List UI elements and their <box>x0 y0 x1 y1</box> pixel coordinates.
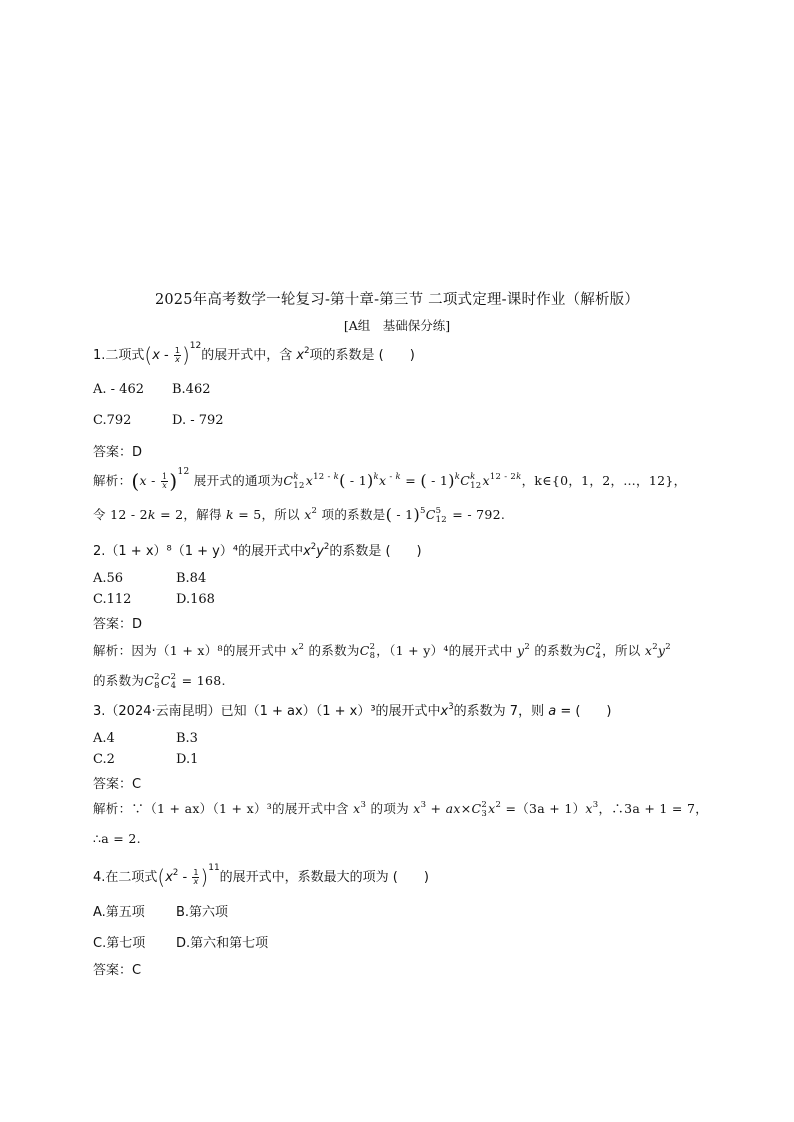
q4-option-b: B.第六项 <box>176 905 229 920</box>
q3-option-a: A.4 <box>93 731 115 746</box>
q2-option-a: A.56 <box>93 571 124 586</box>
q3-option-c: C.2 <box>93 752 115 767</box>
question-2-stem: 2.（1 + x）⁸（1 + y）⁴的展开式中$x^2y^2$的系数是 ( ) <box>93 542 422 559</box>
group-heading: [A组 基础保分练] <box>343 318 451 333</box>
question-1-stem: 1.二项式(x - $\frac{1}{x}$ )$^{12}$的展开式中，含 $x^2$项的系数是 ( ) <box>93 341 415 367</box>
q1-option-a: A. - 462 <box>93 382 144 397</box>
q2-answer: 答案：D <box>93 617 143 632</box>
q4-option-c: C.第七项 <box>93 936 146 951</box>
q4-answer: 答案：C <box>93 963 142 978</box>
q4-option-d: D.第六和第七项 <box>176 936 269 951</box>
q2-option-c: C.112 <box>93 592 132 607</box>
q2-solution-line-2: 的系数为C 2 8 C 2 4 = 168. <box>93 672 226 691</box>
q1-answer: 答案：D <box>93 445 143 460</box>
q2-solution-line-1: 解析：因为（1 + x）⁸的展开式中 $x^2$ 的系数为C 2 8 ，（1 + y）⁴的展开式中 $y^2$ 的系数为C 2 4 ，所以 $x^2y^2$ <box>93 642 671 661</box>
q3-solution-line-2: ∴a = 2. <box>93 831 141 846</box>
q3-option-d: D.1 <box>176 752 199 767</box>
q3-answer: 答案：C <box>93 777 142 792</box>
q1-solution-line-1: 解析：(x - $\frac{1}{x}$ )$^{12}$ 展开式的通项为C k 12 $x^{12 - k}( - 1)^kx$ $^{- k}$ = ( - 1)$^k$C k 12 $x^{12 - 2k}$，k∈{0，1，2，…，12}， <box>93 467 687 493</box>
question-3-stem: 3.（2024·云南昆明）已知（1 + ax）（1 + x）³的展开式中$x^3$的系数为 7，则 a = ( ) <box>93 702 612 719</box>
q4-option-a: A.第五项 <box>93 905 145 920</box>
question-4-stem: 4.在二项式($x^2$ - $\frac{1}{x}$ )$^{11}$的展开式中，系数最大的项为 ( ) <box>93 863 429 889</box>
q1-option-b: B.462 <box>172 382 211 397</box>
q3-solution-line-1: 解析：∵（1 + ax）（1 + x）³的展开式中含 $x^3$ 的项为 $x^3 + ax\times C$ 2 3 $x^2 =(3a + 1)x^3$，∴3a + 1 = 7， <box>93 800 709 819</box>
q1-option-d: D. - 792 <box>172 413 224 428</box>
document-title: 2025年高考数学一轮复习-第十章-第三节 二项式定理-课时作业（解析版） <box>154 292 640 308</box>
q1-solution-line-2: 令 12 - 2k = 2，解得 k = 5，所以 $x^2$ 项的系数是( - 1)$^5$C 5 12 = - 792. <box>93 505 506 525</box>
q3-option-b: B.3 <box>176 731 198 746</box>
q2-option-b: B.84 <box>176 571 207 586</box>
q2-option-d: D.168 <box>176 592 215 607</box>
q1-option-c: C.792 <box>93 413 132 428</box>
